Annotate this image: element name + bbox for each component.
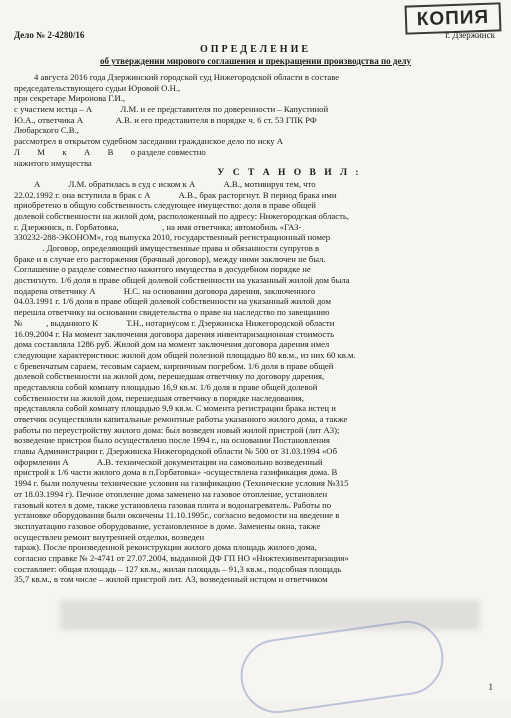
text-line: нажитого имущества <box>14 157 92 168</box>
text-line: 35,7 кв.м., в том числе – жилой пристрой лит. А3, возведенный истцом и ответчиком <box>14 574 328 585</box>
text-line: подарена ответчику А Н.С. на основании договора дарения, заключенного <box>14 285 316 296</box>
text-line: ответчик осуществляли капитальные ремонтные работы указанного жилого дома, а также <box>14 414 348 424</box>
text-line: председательствующего судьи Юровой О.Н., <box>14 82 181 93</box>
text-line: дома составляла 1286 руб. Жилой дом на момент заключения договора дарения имел <box>14 339 330 350</box>
text-line: . Договор, определяющий имущественные права и обязанности супругов в <box>14 243 320 253</box>
text-line: долевой собственности на жилой дом, расположенный по адресу: Нижегородская область, <box>14 210 350 221</box>
text-line: составляет: общая площадь – 127 кв.м., жилая площадь – 91,3 кв.м., подсобная площадь <box>14 563 342 574</box>
text-line: Соглашение о разделе совместно нажитого имущества в досудебном порядке не <box>14 264 311 275</box>
text-line: газовый котел в доме, также установлена газовая плита и водонагреватель. Работы по <box>14 499 332 510</box>
section-heading: У С Т А Н О В И Л : <box>217 168 362 179</box>
text-line: собственности на жилой дом, перешедшая ответчику в порядке наследования, <box>14 392 304 403</box>
text-line: согласно справке № 2-4741 от 27.07.2004, выданной ДФ ГП НО «Нижтехинвентаризация» <box>14 552 349 563</box>
text-line: Ю.А., ответчика А А.В. и его представителя в порядке ч. 6 ст. 53 ГПК РФ <box>14 114 317 125</box>
text-line: 04.03.1991 г. 1/6 доля в праве общей долевой собственности на указанный жилой дом <box>14 296 331 307</box>
text-line: тараж). После произведенной реконструкции жилого дома площадь жилого дома, <box>14 542 317 553</box>
text-line: Л М к А В о разделе совместно <box>14 146 206 157</box>
text-line: 22.02.1992 г. она вступила в брак с А А.В., брак расторгнут. В период брака ими <box>14 189 337 200</box>
text-line: 1994 г. были получены технические условия на газификацию (Технические условия №315 <box>14 478 349 489</box>
text-line: достигнуто. 1/6 доля в праве общей долевой собственности на указанный жилой дом была <box>14 275 350 286</box>
faint-seal <box>236 616 448 718</box>
text-line: осуществлен ремонт внутренней отделки, возведен <box>14 531 285 542</box>
text-line: оформлении А А.В. технической документации на самовольно возведенный <box>14 456 323 467</box>
text-line: эксплуатацию газовое оборудование, установленное в доме. Заменены окна, также <box>14 520 321 531</box>
text-line: при секретаре Миронова Г.И., <box>14 93 126 104</box>
text-line: от 18.03.1994 г). Печное отопление дома заменено на газовое отопление, установлен <box>14 488 328 499</box>
text-line: работы по переустройству жилого дома: был возведен новый жилой пристрой (лит А3); <box>14 424 340 435</box>
text-line: А Л.М. обратилась в суд с иском к А А.В., мотивируя тем, что <box>34 178 316 189</box>
document-title: ОПРЕДЕЛЕНИЕ <box>199 44 312 55</box>
text-line: с бревенчатым сараем, тесовым сараем, кирпичным погребом. 1/6 доля в праве общей <box>14 360 334 371</box>
text-line: г. Дзержинск, п. Горбатовка, , на имя ответчика; автомобиль «ГАЗ- <box>14 221 302 232</box>
text-line: главы Администрации г. Дзержинска Нижегородской области № 500 от 31.03.1994 «Об <box>14 446 338 457</box>
text-line: 4 августа 2016 года Дзержинский городской суд Нижегородской области в составе <box>34 72 340 82</box>
document-subtitle: об утверждении мирового соглашения и прекращении производства по делу <box>99 56 412 66</box>
document-body <box>14 72 495 585</box>
text-line: рассмотрел в открытом судебном заседании гражданское дело по иску А <box>14 136 284 147</box>
text-line: с участием истца – А Л.М. и ее представителя по доверенности – Капустиной <box>14 104 329 115</box>
text-line: браке и в случае его расторжения (брачный договор), между ними заключен не был. <box>14 253 326 264</box>
text-line: 330232-288-ЭКОНОМ», год выпуска 2010, государственный регистрационный номер <box>14 232 331 243</box>
text-line: пристрой к 1/6 части жилого дома в п.Горбатовка» -осуществлена газификация дома. В <box>14 467 338 478</box>
case-number: Дело № 2-4280/16 <box>14 30 85 40</box>
text-line: представляла собой комнату площадью 9,9 кв.м. С момента регистрации брака истец и <box>14 403 336 414</box>
text-line: приобретено в общую собственность следующее имущество: доля в праве общей <box>14 200 316 211</box>
text-line: перешла ответчику на основании свидетельства о праве на наследство по завещанию <box>14 307 330 318</box>
text-line: № , выданного К Т.Н., нотариусом г. Дзержинска Нижегородской области <box>14 317 335 328</box>
text-line: 16.09.2004 г. На момент заключения договора дарения инвентаризационная стоимость <box>14 328 335 339</box>
text-line: установке оборудования были окончены 11.10.1995г., согласно ведомости на введение в <box>14 510 340 521</box>
text-line: долевой собственности на жилой дом, перешедшая ответчику по договору дарения, <box>14 371 325 382</box>
copy-stamp: КОПИЯ <box>405 2 502 34</box>
text-line: следующие характеристики: жилой дом общей полезной площадью 80 кв.м., из них 60 кв.м. <box>14 349 356 360</box>
text-line: Любарского С.В., <box>14 125 79 136</box>
page-number: 1 <box>488 682 493 692</box>
text-line: представляла собой комнату площадью 16,9 кв.м. 1/6 доля в праве общей долевой <box>14 381 318 392</box>
text-line: возведение пристроя было осуществлено после 1994 г., на основании Постановления <box>14 435 330 446</box>
city: г. Дзержинск <box>445 30 495 40</box>
